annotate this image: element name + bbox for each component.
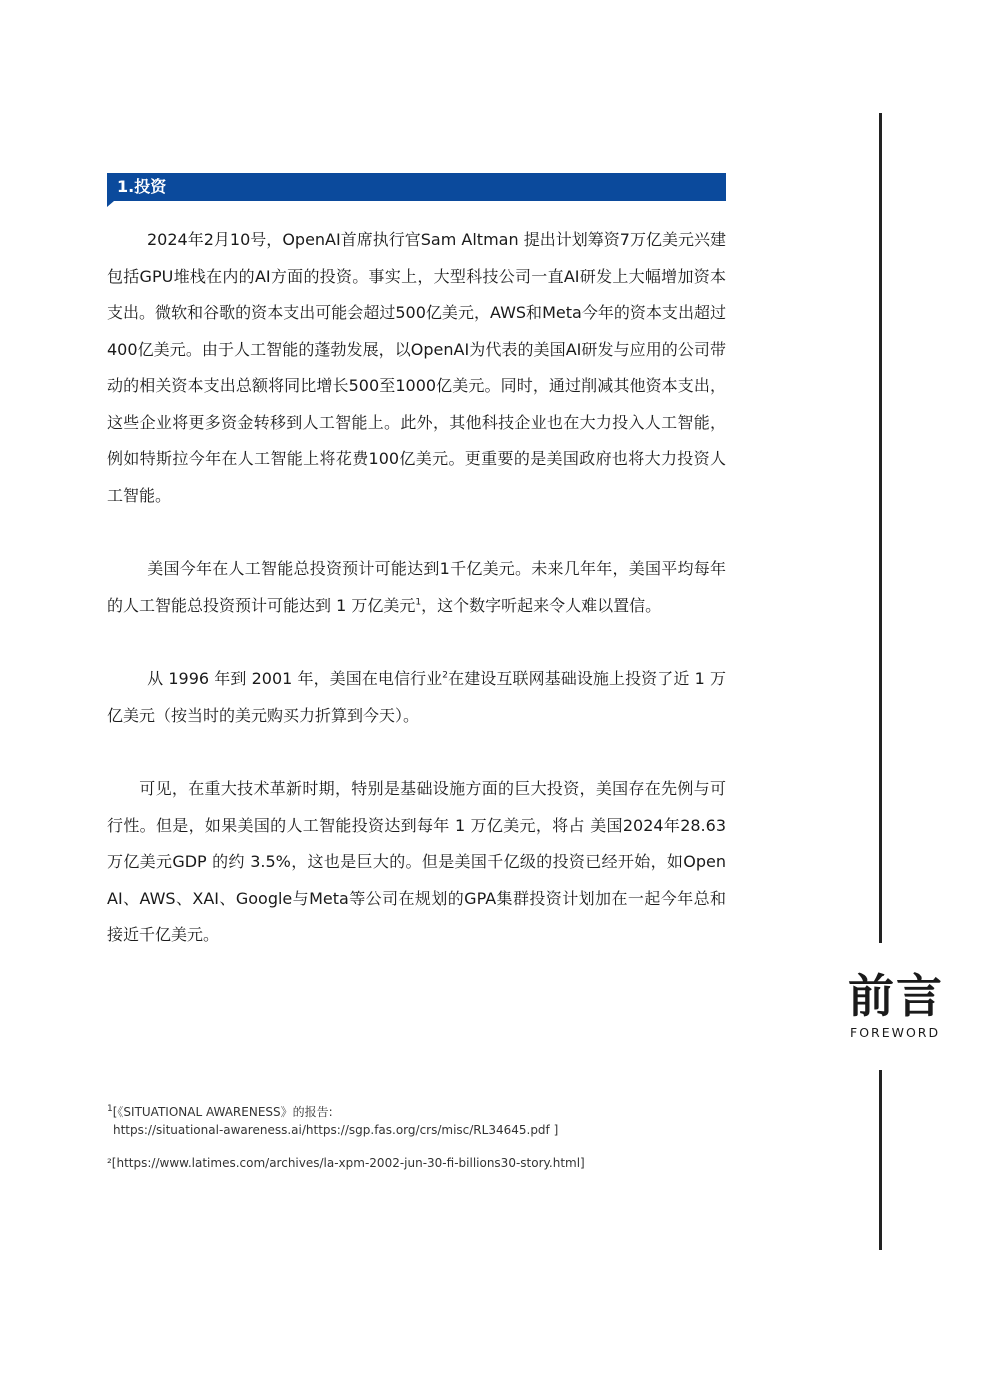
- section-header-bar: [107, 173, 726, 201]
- footnote-2: [107, 1154, 727, 1172]
- sidebar-subtitle: FOREWORD: [850, 1025, 941, 1040]
- paragraph-telecom-history: [107, 661, 726, 734]
- footnotes: [107, 1103, 727, 1187]
- paragraph-text: 美国今年在人工智能总投资预计可能达到1千亿美元。未来几年年，美国平均每年的人工智能总投资预计可能达到 1 万亿美元: [107, 559, 726, 615]
- sidebar-title: 前言: [848, 969, 944, 1023]
- section-header-notch: [107, 201, 114, 207]
- paragraph-text: 在建设互联网基础设施上投资了近 1 万亿美元（按当时的美元购买力折算到今天）。: [107, 669, 726, 725]
- footnote-1-mark: 1: [107, 1104, 113, 1114]
- paragraph-us-ai-investment: [107, 551, 726, 624]
- paragraph-text: 可见，在重大技术革新时期，特别是基础设施方面的巨大投资，美国存在先例与可行性。但是，如果美国的人工智能投资达到每年 1 万亿美元，将占 美国2024年28.63万亿美元GDP 的约 3.5%，这也是巨大的。但是美国千亿级的投资已经开始，如Open AI、AWS、XAI、Google与Meta等公司在规划的GPA集群投资计划加在一起今年总和接近千亿美元。: [107, 779, 726, 944]
- sidebar-divider-top: [879, 113, 882, 943]
- section-title: 1.投资: [117, 177, 167, 196]
- paragraph-text: ，这个数字听起来令人难以置信。: [421, 595, 662, 615]
- paragraph-text: 从 1996 年到 2001 年，美国在电信行业: [147, 669, 443, 688]
- sidebar-divider-bottom: [879, 1070, 882, 1250]
- paragraph-feasibility: [107, 771, 726, 954]
- footnote-ref-1[interactable]: 1: [415, 597, 422, 608]
- footnote-ref-2[interactable]: 2: [442, 670, 449, 681]
- footnote-2-link[interactable]: ²[https://www.latimes.com/archives/la-xpm-2002-jun-30-fi-billions30-story.html]: [107, 1156, 585, 1170]
- footnote-1: [107, 1103, 727, 1139]
- footnote-1-line1: [《SITUATIONAL AWARENESS》的报告:: [112, 1105, 333, 1119]
- paragraph-text: 2024年2月10号，OpenAI首席执行官Sam Altman 提出计划筹资7万亿美元兴建包括GPU堆栈在内的AI方面的投资。事实上，大型科技公司一直AI研发上大幅增加资本支出。微软和谷歌的资本支出可能会超过500亿美元，AWS和Meta今年的资本支出超过400亿美元。由于人工智能的蓬勃发展，以OpenAI为代表的美国AI研发与应用的公司带动的相关资本支出总额将同比增长500至1000亿美元。同时，通过削减其他资本支出，这些企业将更多资金转移到人工智能上。此外，其他科技企业也在大力投入人工智能，例如特斯拉今年在人工智能上将花费100亿美元。更重要的是美国政府也将大力投资人工智能。: [107, 230, 726, 505]
- footnote-1-link[interactable]: https://situational-awareness.ai/https://sgp.fas.org/crs/misc/RL34645.pdf ]: [113, 1123, 559, 1137]
- paragraph-investment-overview: [107, 222, 726, 514]
